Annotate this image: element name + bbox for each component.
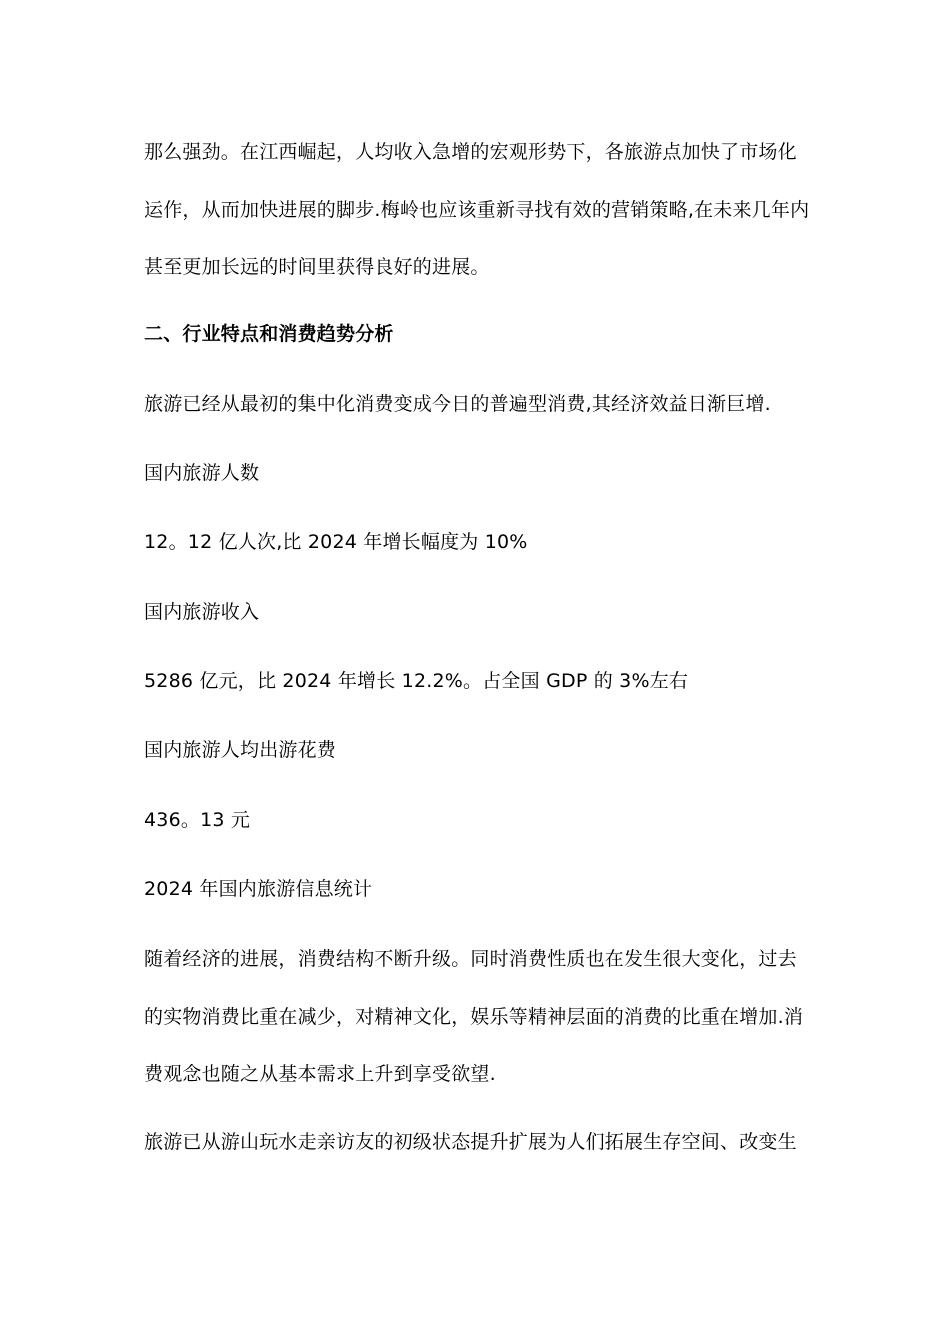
stat-value-income: 5286 亿元，比 2024 年增长 12.2%。占全国 GDP 的 3%左右 [144,670,689,692]
stat-value-tourists: 12。12 亿人次,比 2024 年增长幅度为 10% [144,531,528,553]
body-text-line: 费观念也随之从基本需求上升到享受欲望. [144,1063,496,1085]
body-text-line: 运作，从而加快进展的脚步.梅岭也应该重新寻找有效的营销策略,在未来几年内 [144,199,810,221]
stat-value-spending: 436。13 元 [144,809,251,831]
body-text-line: 随着经济的进展，消费结构不断升级。同时消费性质也在发生很大变化，过去 [144,948,797,970]
intro-sentence: 旅游已经从最初的集中化消费变成今日的普遍型消费,其经济效益日渐巨增. [144,393,771,415]
section-heading: 二、行业特点和消费趋势分析 [144,323,394,345]
stat-label-spending: 国内旅游人均出游花费 [144,739,337,761]
body-text-line: 的实物消费比重在减少，对精神文化，娱乐等精神层面的消费的比重在增加.消 [144,1006,804,1028]
body-text-line: 旅游已从游山玩水走亲访友的初级状态提升扩展为人们拓展生存空间、改变生 [144,1131,797,1153]
stat-label-income: 国内旅游收入 [144,601,260,623]
stat-label-tourists: 国内旅游人数 [144,462,260,484]
stats-caption: 2024 年国内旅游信息统计 [144,878,373,900]
body-text-line: 甚至更加长远的时间里获得良好的进展。 [144,256,490,278]
body-text-line: 那么强劲。在江西崛起，人均收入急增的宏观形势下，各旅游点加快了市场化 [144,141,797,163]
